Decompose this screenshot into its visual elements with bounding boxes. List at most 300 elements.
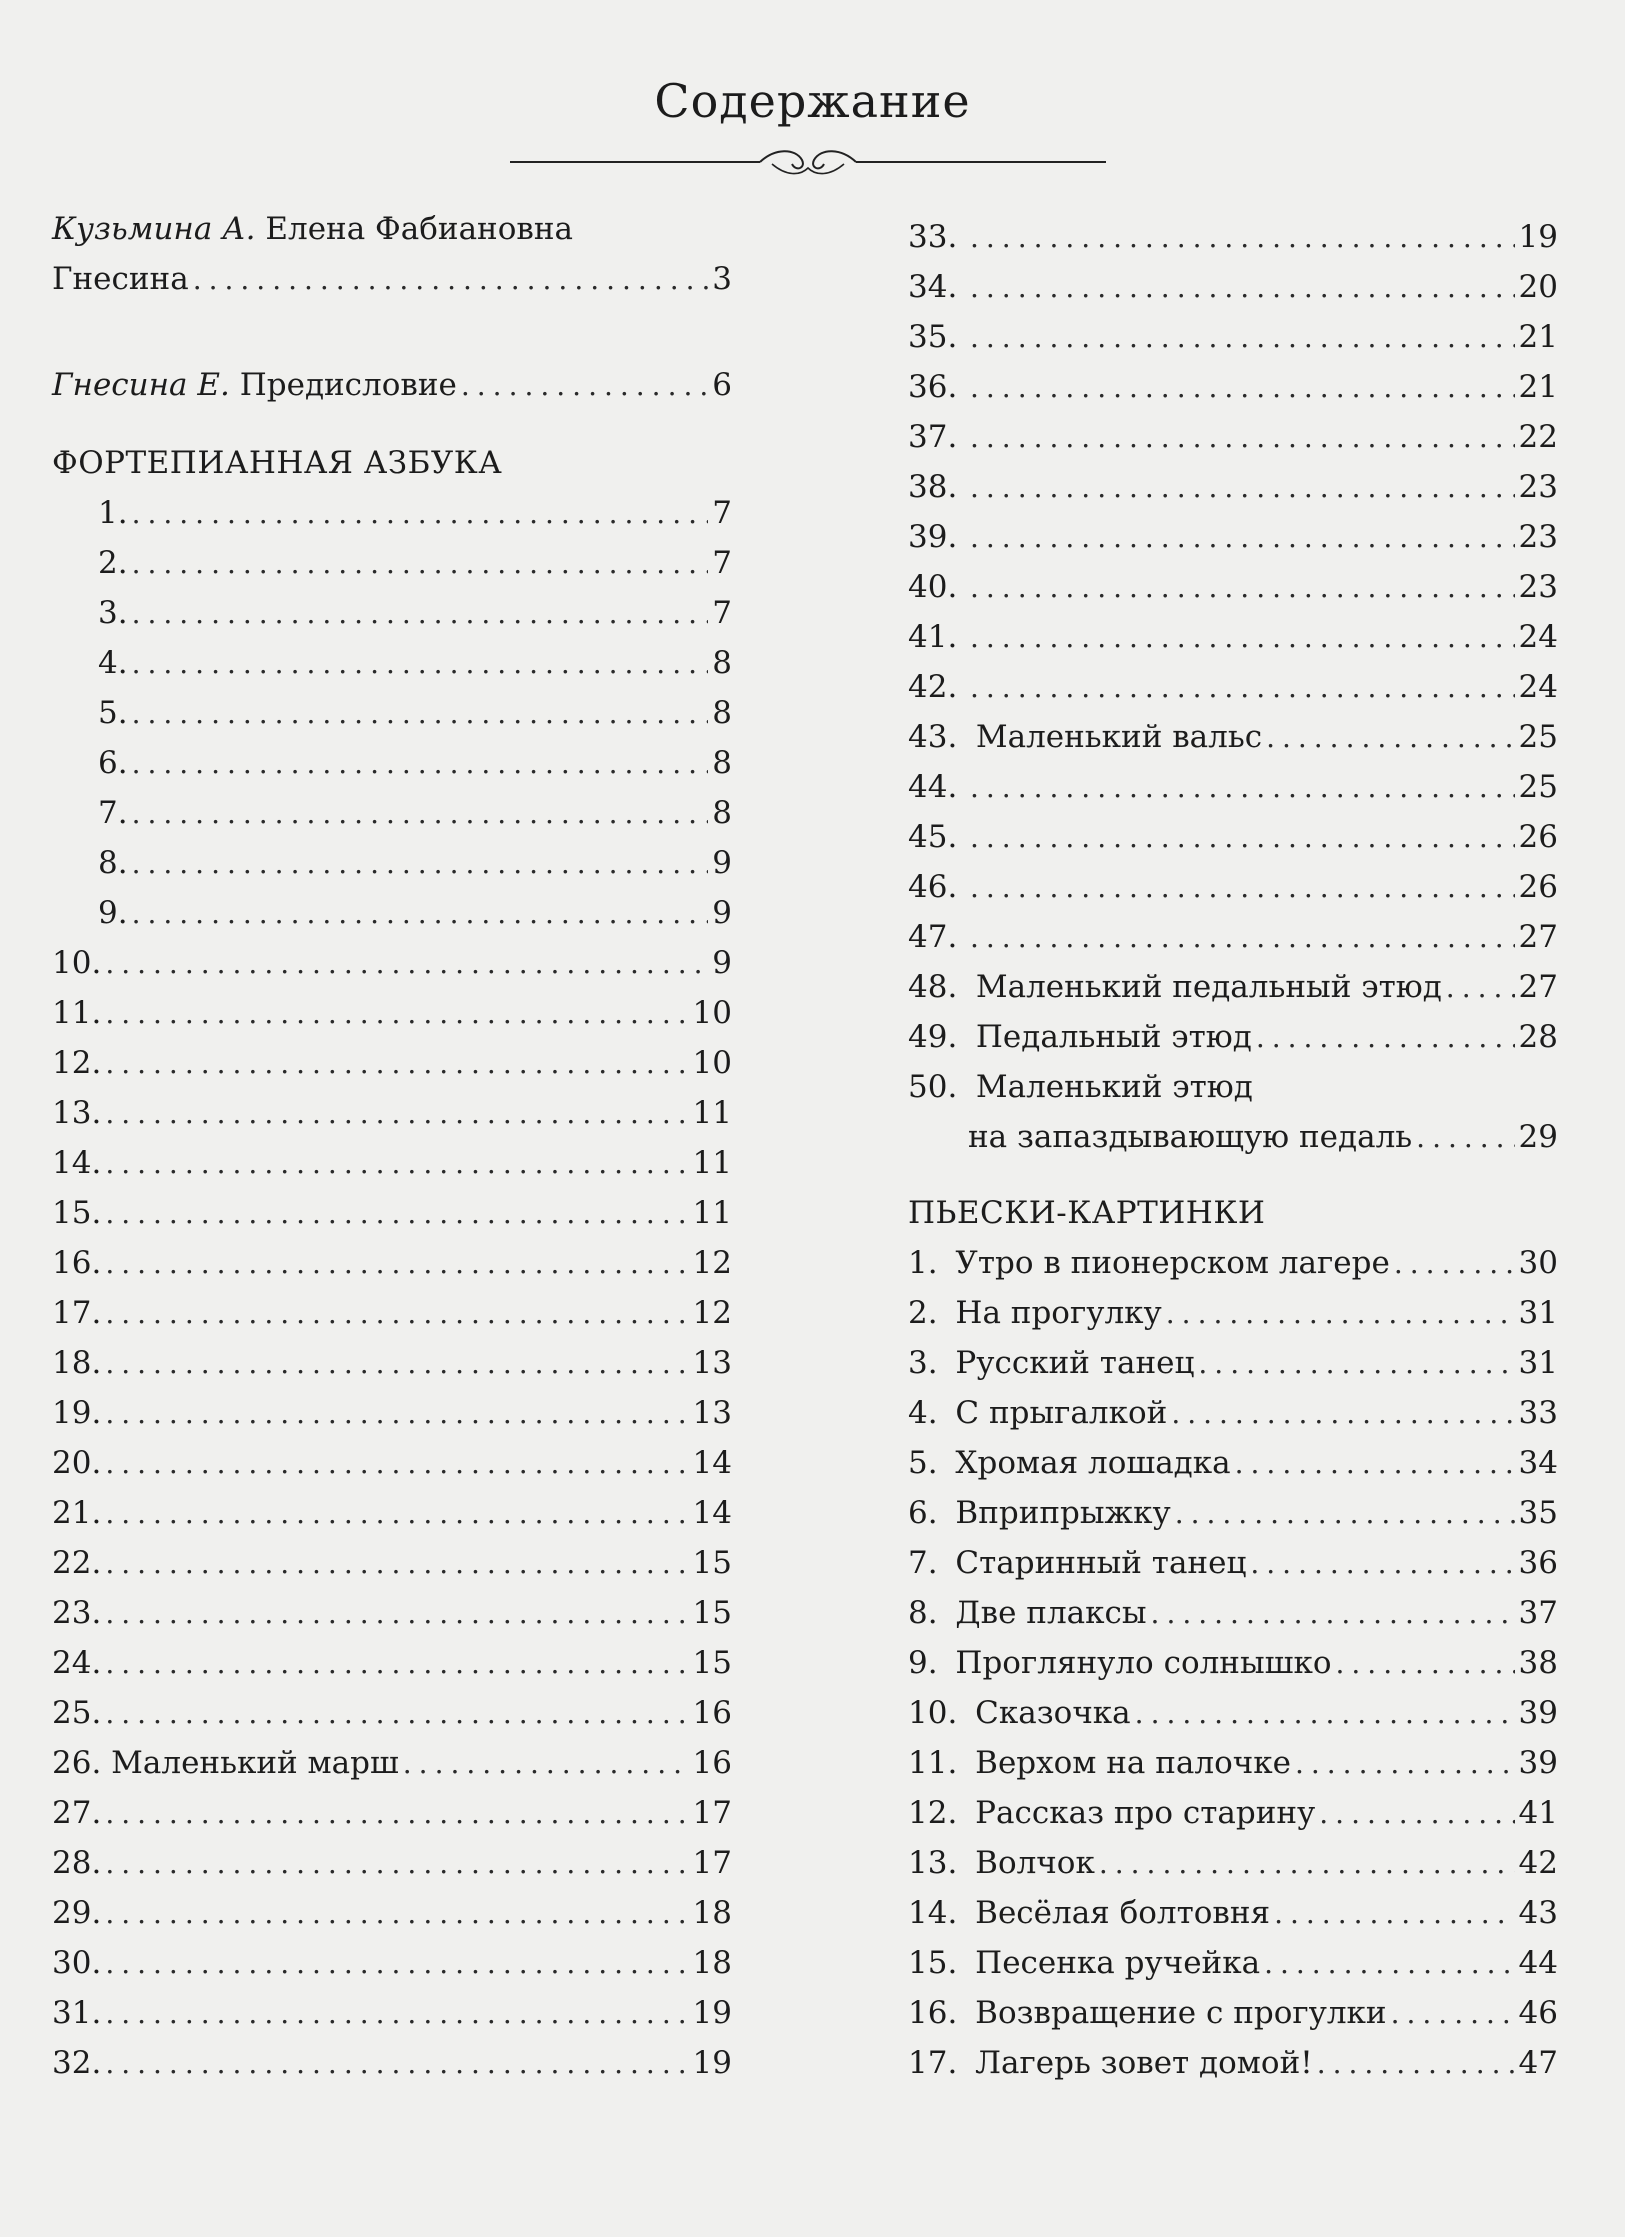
leader-dots — [1099, 1839, 1515, 1889]
entry-number: 49. — [908, 1019, 958, 1055]
entry-page: 11 — [692, 1145, 732, 1181]
entry-page: 9 — [712, 895, 732, 931]
entry-page: 10 — [692, 1045, 732, 1081]
leader-dots — [105, 939, 708, 989]
entry-number: 5. — [98, 695, 128, 731]
intro1-line1 — [52, 204, 732, 254]
leader-dots — [1235, 1439, 1515, 1489]
intro2-text: Предисловие — [229, 367, 457, 403]
toc-entry — [908, 812, 1558, 862]
toc-entry — [908, 662, 1558, 712]
toc-entry — [52, 1688, 732, 1738]
entry-number: 29. — [52, 1895, 102, 1931]
page-title: Содержание — [654, 74, 971, 128]
entry-title: Песенка ручейка — [965, 1945, 1261, 1981]
entry-page: 22 — [1518, 419, 1558, 455]
entry-number: 9. — [98, 895, 128, 931]
toc-entry — [52, 1238, 732, 1288]
toc-entry — [52, 538, 732, 588]
leader-dots — [132, 639, 709, 689]
entry-number: 22. — [52, 1545, 102, 1581]
toc-entry — [908, 1938, 1558, 1988]
entry-number: 35. — [908, 319, 958, 355]
entry-title: Верхом на палочке — [965, 1745, 1291, 1781]
leader-dots — [970, 363, 1515, 413]
toc-entry — [908, 912, 1558, 962]
entry-number: 4. — [908, 1395, 938, 1431]
entry-number: 7. — [908, 1545, 938, 1581]
toc-entry — [908, 312, 1558, 362]
entry-number: 41. — [908, 619, 958, 655]
entry-page: 25 — [1518, 719, 1558, 755]
toc-entry — [908, 1012, 1558, 1062]
toc-entry — [908, 1588, 1558, 1638]
entry-page: 18 — [692, 1895, 732, 1931]
toc-entry — [52, 738, 732, 788]
entry-number: 36. — [908, 369, 958, 405]
toc-entry — [908, 2038, 1558, 2088]
right-entries-list — [908, 212, 1558, 1062]
entry-number: 26. — [52, 1745, 102, 1781]
leader-dots — [1274, 1889, 1514, 1939]
leader-dots — [1166, 1289, 1515, 1339]
leader-dots — [105, 1439, 688, 1489]
entry-number: 5. — [908, 1445, 938, 1481]
leader-dots — [105, 1689, 688, 1739]
leader-dots — [403, 1739, 689, 1789]
entry-page: 15 — [692, 1645, 732, 1681]
toc-entry — [908, 512, 1558, 562]
toc-entry — [52, 1988, 732, 2038]
leader-dots — [970, 463, 1515, 513]
entry-number: 24. — [52, 1645, 102, 1681]
leader-dots — [132, 489, 709, 539]
entry-number: 14. — [908, 1895, 958, 1931]
toc-entry — [52, 1838, 732, 1888]
toc-entry — [52, 1088, 732, 1138]
leader-dots — [970, 263, 1515, 313]
leader-dots — [970, 763, 1515, 813]
entry-page: 31 — [1518, 1345, 1558, 1381]
leader-dots — [132, 539, 709, 589]
leader-dots — [970, 513, 1515, 563]
toc-entry — [908, 762, 1558, 812]
entry-page: 10 — [692, 995, 732, 1031]
entry-number: 15. — [908, 1945, 958, 1981]
toc-entry — [908, 1838, 1558, 1888]
entry-page: 30 — [1518, 1245, 1558, 1281]
entry-page: 7 — [712, 595, 732, 631]
section-title-pieski: ПЬЕСКИ-КАРТИНКИ — [908, 1195, 1266, 1231]
entry-page: 11 — [692, 1095, 732, 1131]
entry-page: 27 — [1518, 919, 1558, 955]
entry-number: 17. — [52, 1295, 102, 1331]
entry-number: 18. — [52, 1345, 102, 1381]
entry-page: 41 — [1518, 1795, 1558, 1831]
toc-entry — [908, 1488, 1558, 1538]
entry-page: 8 — [712, 645, 732, 681]
entry-page: 21 — [1518, 319, 1558, 355]
leader-dots — [970, 613, 1515, 663]
entry-number: 27. — [52, 1795, 102, 1831]
entry-page: 9 — [712, 945, 732, 981]
entry-page: 12 — [692, 1245, 732, 1281]
leader-dots — [1446, 963, 1515, 1013]
intro2-line — [52, 360, 732, 410]
entry-page: 19 — [692, 1995, 732, 2031]
leader-dots — [132, 689, 709, 739]
entry-title: Весёлая болтовня — [965, 1895, 1271, 1931]
intro2-page: 6 — [712, 367, 732, 403]
intro2-author: Гнесина Е. — [52, 367, 230, 403]
entry-number: 28. — [52, 1845, 102, 1881]
entry-page: 18 — [692, 1945, 732, 1981]
toc-entry — [52, 1388, 732, 1438]
entry-page: 42 — [1518, 1845, 1558, 1881]
toc-entry — [908, 862, 1558, 912]
leader-dots — [132, 589, 709, 639]
entry-50-line2 — [908, 1112, 1558, 1162]
entry-page: 44 — [1518, 1945, 1558, 1981]
leader-dots — [461, 361, 708, 411]
entry-title: Сказочка — [965, 1695, 1131, 1731]
toc-entry — [908, 962, 1558, 1012]
toc-entry — [52, 1438, 732, 1488]
left-column — [52, 204, 732, 2088]
toc-entry — [52, 1938, 732, 1988]
toc-entry — [52, 1138, 732, 1188]
entry-title: Волчок — [965, 1845, 1095, 1881]
entry-page: 31 — [1518, 1295, 1558, 1331]
entry-title: Возвращение с прогулки — [965, 1995, 1387, 2031]
toc-entry — [52, 1638, 732, 1688]
entry-number: 6. — [908, 1495, 938, 1531]
entry-page: 39 — [1518, 1745, 1558, 1781]
entry-page: 37 — [1518, 1595, 1558, 1631]
entry-page: 14 — [692, 1445, 732, 1481]
entry-title: Маленький педальный этюд — [966, 969, 1442, 1005]
entry-number: 39. — [908, 519, 958, 555]
entry-page: 16 — [692, 1695, 732, 1731]
entry-title: Маленький марш — [101, 1745, 399, 1781]
entry-number: 33. — [908, 219, 958, 255]
intro1-line2 — [52, 254, 732, 304]
toc-entry — [52, 2038, 732, 2088]
leader-dots — [970, 813, 1515, 863]
leader-dots — [105, 1939, 688, 1989]
toc-entry — [52, 1538, 732, 1588]
leader-dots — [1151, 1589, 1515, 1639]
leader-dots — [970, 313, 1515, 363]
entry-number: 32. — [52, 2045, 102, 2081]
entry-page: 23 — [1518, 469, 1558, 505]
entry-50-line1 — [908, 1062, 1558, 1112]
entry-page: 35 — [1518, 1495, 1558, 1531]
entry-page: 15 — [692, 1595, 732, 1631]
entry-page: 23 — [1518, 519, 1558, 555]
entry-title: Хромая лошадка — [945, 1445, 1231, 1481]
leader-dots — [132, 739, 709, 789]
entry-number: 47. — [908, 919, 958, 955]
leader-dots — [1336, 1639, 1515, 1689]
entry-page: 9 — [712, 845, 732, 881]
leader-dots — [970, 913, 1515, 963]
entry-title: Утро в пионерском лагере — [945, 1245, 1390, 1281]
leader-dots — [1256, 1013, 1515, 1063]
leader-dots — [970, 413, 1515, 463]
leader-dots — [105, 1789, 688, 1839]
entry-page: 21 — [1518, 369, 1558, 405]
entry-number: 44. — [908, 769, 958, 805]
entry-title: Две плаксы — [945, 1595, 1147, 1631]
toc-entry — [908, 712, 1558, 762]
entry-number: 21. — [52, 1495, 102, 1531]
entry-page: 7 — [712, 495, 732, 531]
section-title-azbuka: ФОРТЕПИАННАЯ АЗБУКА — [52, 445, 503, 481]
entry-number: 45. — [908, 819, 958, 855]
toc-entry — [908, 1638, 1558, 1688]
left-entries-list — [52, 488, 732, 2088]
entry-page: 25 — [1518, 769, 1558, 805]
toc-entry — [52, 1788, 732, 1838]
entry-number: 12. — [52, 1045, 102, 1081]
entry-title: На прогулку — [945, 1295, 1162, 1331]
entry-number: 12. — [908, 1795, 958, 1831]
entry-number: 30. — [52, 1945, 102, 1981]
entry-number: 43. — [908, 719, 958, 755]
entry-number: 23. — [52, 1595, 102, 1631]
leader-dots — [1175, 1489, 1515, 1539]
entry-page: 7 — [712, 545, 732, 581]
leader-dots — [1266, 713, 1514, 763]
leader-dots — [105, 1989, 688, 2039]
entry-page: 15 — [692, 1545, 732, 1581]
toc-entry — [908, 1538, 1558, 1588]
toc-entry — [52, 988, 732, 1038]
toc-entry — [52, 1738, 732, 1788]
entry-number: 11. — [52, 995, 102, 1031]
entry-number: 38. — [908, 469, 958, 505]
entry-number: 15. — [52, 1195, 102, 1231]
leader-dots — [105, 1639, 688, 1689]
toc-entry — [908, 612, 1558, 662]
leader-dots — [970, 213, 1515, 263]
entry-page: 43 — [1518, 1895, 1558, 1931]
entry-number: 37. — [908, 419, 958, 455]
pieces-list — [908, 1238, 1558, 2088]
toc-entry — [908, 412, 1558, 462]
entry-page: 39 — [1518, 1695, 1558, 1731]
entry-page: 11 — [692, 1195, 732, 1231]
entry-number: 14. — [52, 1145, 102, 1181]
entry-page: 20 — [1518, 269, 1558, 305]
intro1-text2: Гнесина — [52, 261, 189, 297]
toc-entry — [52, 788, 732, 838]
entry-title: Рассказ про старину — [965, 1795, 1316, 1831]
entry-title: Маленький вальс — [966, 719, 1263, 755]
leader-dots — [105, 1889, 688, 1939]
toc-entry — [52, 1188, 732, 1238]
leader-dots — [1391, 1989, 1515, 2039]
entry-title: Старинный танец — [945, 1545, 1247, 1581]
toc-entry — [908, 1788, 1558, 1838]
leader-dots — [1416, 1113, 1514, 1163]
entry-number: 11. — [908, 1745, 958, 1781]
entry-page: 19 — [692, 2045, 732, 2081]
right-column — [908, 212, 1558, 2088]
entry-page: 46 — [1518, 1995, 1558, 2031]
leader-dots — [970, 863, 1515, 913]
leader-dots — [105, 1089, 688, 1139]
toc-entry — [908, 1388, 1558, 1438]
leader-dots — [1250, 1539, 1514, 1589]
entry-number: 3. — [98, 595, 128, 631]
entry-page: 8 — [712, 745, 732, 781]
entry-number: 1. — [908, 1245, 938, 1281]
leader-dots — [132, 889, 709, 939]
toc-entry — [52, 638, 732, 688]
toc-entry — [52, 688, 732, 738]
entry-page: 14 — [692, 1495, 732, 1531]
toc-entry — [52, 888, 732, 938]
toc-entry — [52, 1038, 732, 1088]
toc-entry — [908, 1338, 1558, 1388]
toc-entry — [52, 1288, 732, 1338]
entry-page: 27 — [1518, 969, 1558, 1005]
entry-number: 7. — [98, 795, 128, 831]
entry-number: 8. — [908, 1595, 938, 1631]
leader-dots — [1317, 2039, 1515, 2089]
entry-number: 9. — [908, 1645, 938, 1681]
toc-entry — [908, 462, 1558, 512]
entry-number: 40. — [908, 569, 958, 605]
intro1-page: 3 — [712, 261, 732, 297]
entry-page: 26 — [1518, 869, 1558, 905]
toc-entry — [908, 362, 1558, 412]
leader-dots — [105, 1189, 688, 1239]
entry-page: 13 — [692, 1345, 732, 1381]
entry-page: 33 — [1518, 1395, 1558, 1431]
toc-entry — [908, 1738, 1558, 1788]
entry-page: 38 — [1518, 1645, 1558, 1681]
toc-entry — [52, 1588, 732, 1638]
entry-page: 12 — [692, 1295, 732, 1331]
entry-page: 17 — [692, 1795, 732, 1831]
entry-number: 13. — [908, 1845, 958, 1881]
leader-dots — [970, 563, 1515, 613]
entry-number: 6. — [98, 745, 128, 781]
entry-page: 13 — [692, 1395, 732, 1431]
leader-dots — [105, 1539, 688, 1589]
entry-number: 1. — [98, 495, 128, 531]
entry-number: 2. — [908, 1295, 938, 1331]
leader-dots — [105, 1139, 688, 1189]
leader-dots — [1295, 1739, 1515, 1789]
entry-number: 50. — [908, 1069, 958, 1105]
entry-title: Лагерь зовет домой! — [965, 2045, 1313, 2081]
toc-entry — [52, 838, 732, 888]
entry-number: 16. — [52, 1245, 102, 1281]
entry-title: Маленький этюд — [966, 1069, 1253, 1105]
leader-dots — [193, 255, 709, 305]
leader-dots — [1319, 1789, 1514, 1839]
entry-number: 10. — [52, 945, 102, 981]
entry-number: 4. — [98, 645, 128, 681]
leader-dots — [1171, 1389, 1514, 1439]
toc-entry — [908, 262, 1558, 312]
toc-entry — [52, 938, 732, 988]
entry-number: 13. — [52, 1095, 102, 1131]
leader-dots — [105, 1239, 688, 1289]
entry-page: 8 — [712, 795, 732, 831]
entry-page: 16 — [692, 1745, 732, 1781]
entry-page: 26 — [1518, 819, 1558, 855]
leader-dots — [105, 1589, 688, 1639]
entry-page: 47 — [1518, 2045, 1558, 2081]
entry-page: 17 — [692, 1845, 732, 1881]
leader-dots — [132, 789, 709, 839]
entry-title: Вприпрыжку — [945, 1495, 1171, 1531]
entry-title: Русский танец — [945, 1345, 1195, 1381]
leader-dots — [1198, 1339, 1514, 1389]
toc-entry — [52, 1338, 732, 1388]
entry-number: 3. — [908, 1345, 938, 1381]
entry-number: 48. — [908, 969, 958, 1005]
toc-entry — [908, 1988, 1558, 2038]
entry-page: 34 — [1518, 1445, 1558, 1481]
entry-number: 31. — [52, 1995, 102, 2031]
entry-number: 16. — [908, 1995, 958, 2031]
leader-dots — [105, 1389, 688, 1439]
toc-entry — [908, 212, 1558, 262]
leader-dots — [105, 989, 688, 1039]
entry-page: 19 — [1518, 219, 1558, 255]
entry-page: 24 — [1518, 669, 1558, 705]
toc-entry — [52, 588, 732, 638]
entry-number: 20. — [52, 1445, 102, 1481]
entry-title: С прыгалкой — [945, 1395, 1168, 1431]
leader-dots — [1135, 1689, 1515, 1739]
entry-number: 8. — [98, 845, 128, 881]
entry-number: 46. — [908, 869, 958, 905]
toc-entry — [52, 1488, 732, 1538]
leader-dots — [105, 1489, 688, 1539]
entry-page: 28 — [1518, 1019, 1558, 1055]
leader-dots — [105, 1039, 688, 1089]
toc-entry — [908, 1688, 1558, 1738]
toc-entry — [52, 488, 732, 538]
leader-dots — [105, 1339, 688, 1389]
toc-entry — [908, 562, 1558, 612]
leader-dots — [132, 839, 709, 889]
entry-number: 17. — [908, 2045, 958, 2081]
toc-entry — [908, 1288, 1558, 1338]
entry-number: 34. — [908, 269, 958, 305]
leader-dots — [970, 663, 1515, 713]
entry-number: 42. — [908, 669, 958, 705]
entry-title: Проглянуло солнышко — [945, 1645, 1332, 1681]
entry-number: 19. — [52, 1395, 102, 1431]
leader-dots — [105, 1289, 688, 1339]
entry-title-continued: на запаздывающую педаль — [968, 1119, 1413, 1155]
toc-entry — [908, 1888, 1558, 1938]
toc-entry — [908, 1438, 1558, 1488]
entry-title: Педальный этюд — [966, 1019, 1252, 1055]
intro1-text: Елена Фабиановна — [255, 211, 573, 247]
entry-number: 25. — [52, 1695, 102, 1731]
entry-page: 8 — [712, 695, 732, 731]
entry-page: 36 — [1518, 1545, 1558, 1581]
